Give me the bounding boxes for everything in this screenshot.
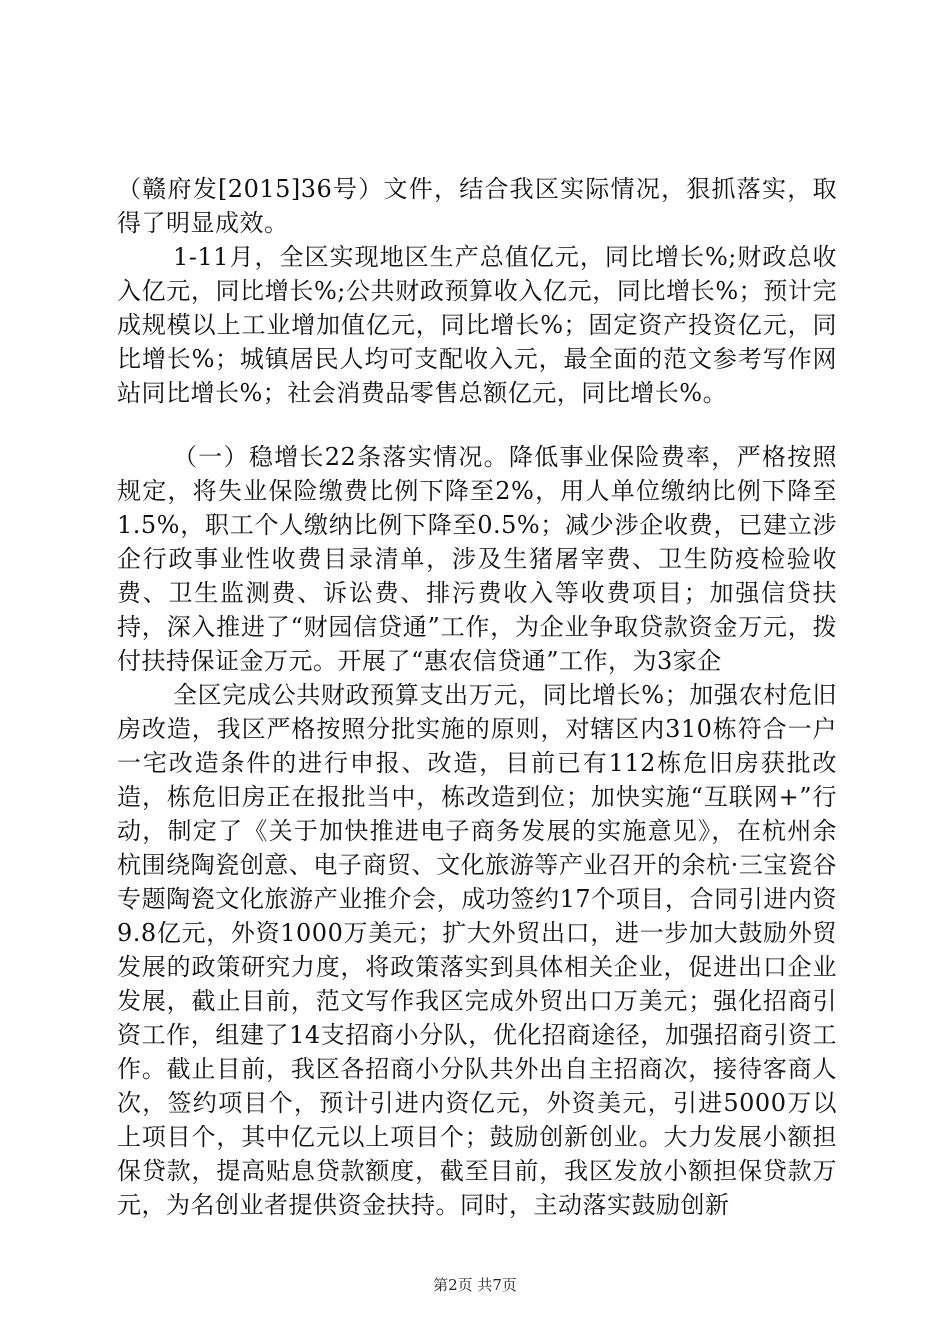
paragraph-continuation: （赣府发[2015]36号）文件，结合我区实际情况，狠抓落实，取得了明显成效。 [117, 175, 837, 237]
page-footer: 第2页 共7页 [433, 1276, 517, 1294]
paragraph-fiscal-expenditure: 全区完成公共财政预算支出万元，同比增长%；加强农村危旧房改造，我区严格按照分批实施的原则，对辖区内310栋符合一户一宅改造条件的进行申报、改造，目前已有112栋危旧房获批改造，栋危旧房正在报批当中，栋改造到位；加快实施“互联网+”行动，制定了《关于加快推进电子商务发展的实施意见》，在杭州余杭围绕陶瓷创意、电子商贸、文化旅游等产业召开的余杭·三宝瓷谷专题陶瓷文化旅游产业推介会，成功签约17个项目，合同引进内资9.8亿元，外资1000万美元；扩大外贸出口，进一步加大鼓励外贸发展的政策研究力度，将政策落实到具体相关企业，促进出口企业发展，截止目前，范文写作我区完成外贸出口万美元；强化招商引资工作，组建了14支招商小分队，优化招商途径，加强招商引资工作。截止目前，我区各招商小分队共外出自主招商次，接待客商人次，签约项目个，预计引进内资亿元，外资美元，引进5000万以上项目个，其中亿元以上项目个；鼓励创新创业。大力发展小额担保贷款，提高贴息贷款额度，截至目前，我区发放小额担保贷款万元，为名创业者提供资金扶持。同时，主动落实鼓励创新 [117, 681, 837, 1219]
document-body [117, 172, 837, 1222]
paragraph-growth-measures: （一）稳增长22条落实情况。降低事业保险费率，严格按照规定，将失业保险缴费比例下降至2%，用人单位缴纳比例下降至1.5%，职工个人缴纳比例下降至0.5%；减少涉企收费，已建立涉企行政事业性收费目录清单，涉及生猪屠宰费、卫生防疫检验收费、卫生监测费、诉讼费、排污费收入等收费项目；加强信贷扶持，深入推进了“财园信贷通”工作，为企业争取贷款资金万元，拨付扶持保证金万元。开展了“惠农信贷通”工作，为3家企 [117, 443, 837, 675]
paragraph-economic-summary: 1-11月，全区实现地区生产总值亿元，同比增长%;财政总收入亿元，同比增长%;公共财政预算收入亿元，同比增长%；预计完成规模以上工业增加值亿元，同比增长%；固定资产投资亿元，同比增长%；城镇居民人均可支配收入元，最全面的范文参考写作网站同比增长%；社会消费品零售总额亿元，同比增长%。 [117, 243, 837, 407]
